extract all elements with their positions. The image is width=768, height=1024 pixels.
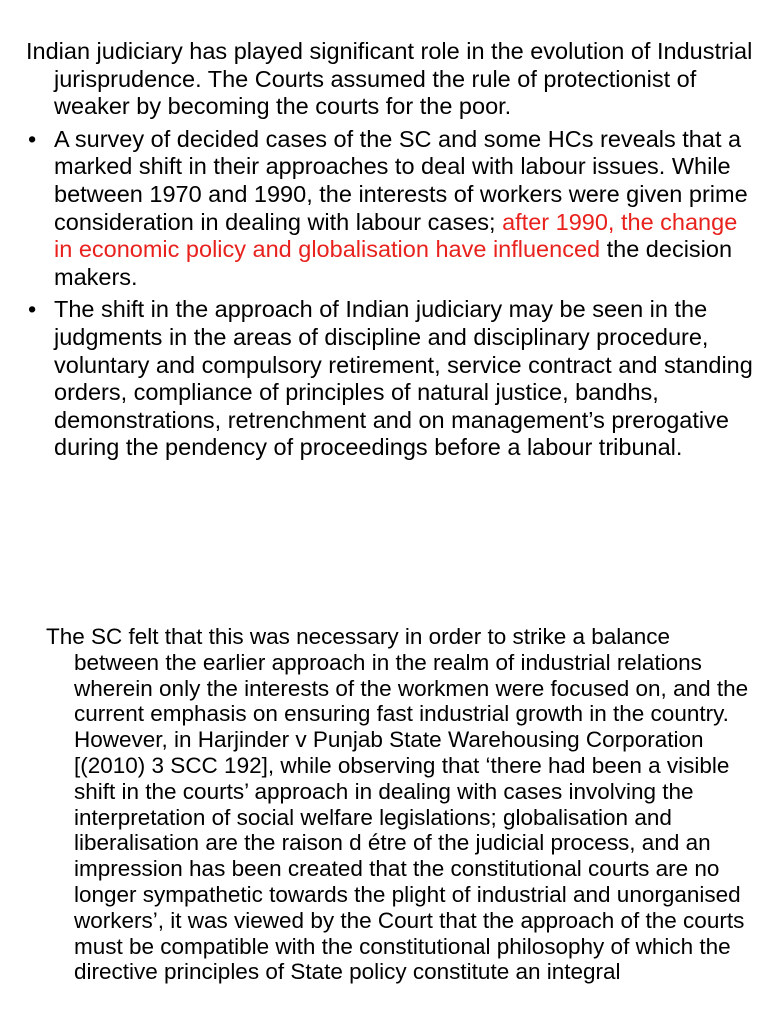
bullet-item-survey xyxy=(26,126,754,292)
bullet-item-shift xyxy=(26,296,754,462)
bullet-text-after: the decision makers. xyxy=(54,236,733,290)
slide-2 xyxy=(0,624,768,985)
bullet-icon: • xyxy=(28,125,37,152)
intro-paragraph: Indian judiciary has played significant role in the evolution of Industrial jurisprudence. The Courts assumed the rule of protectionist of weaker by becoming the courts for the poor. xyxy=(26,38,753,120)
bullet-text: The shift in the approach of Indian judiciary may be seen in the judgments in the areas of discipline and disciplinary procedure, voluntary and compulsory retirement, service contract and standing orders, compliance of principles of natural justice, bandhs, demonstrations, retrenchment and on management’s prerogative during the pendency of proceedings before a labour tribunal. xyxy=(54,296,753,461)
bullet-icon: • xyxy=(28,296,37,323)
bullet-text-before: A survey of decided cases of the SC and some HCs reveals that a marked shift in their approaches to deal with labour issues. While between 1970 and 1990, the interests of workers were given prime consideration in dealing with labour cases; xyxy=(54,125,748,235)
bullet-highlight-text: after 1990, the change in economic policy and globalisation have influenced xyxy=(54,208,738,263)
sc-paragraph: The SC felt that this was necessary in order to strike a balance between the earlier approach in the realm of industrial relations wherein only the interests of the workmen were focused on, and the current emphasis on ensuring fast industrial growth in the country. However, in Harjinder v Punjab State Warehousing Corporation [(2010) 3 SCC 192], while observing that ‘there had been a visible shift in the courts’ approach in dealing with cases involving the interpretation of social welfare legislations; globalisation and liberalisation are the raison d étre of the judicial process, and an impression has been created that the constitutional courts are no longer sympathetic towards the plight of industrial and unorganised workers’, it was viewed by the Court that the approach of the courts must be compatible with the constitutional philosophy of which the directive principles of State policy constitute an integral xyxy=(46,624,749,985)
slide-1 xyxy=(0,38,768,462)
